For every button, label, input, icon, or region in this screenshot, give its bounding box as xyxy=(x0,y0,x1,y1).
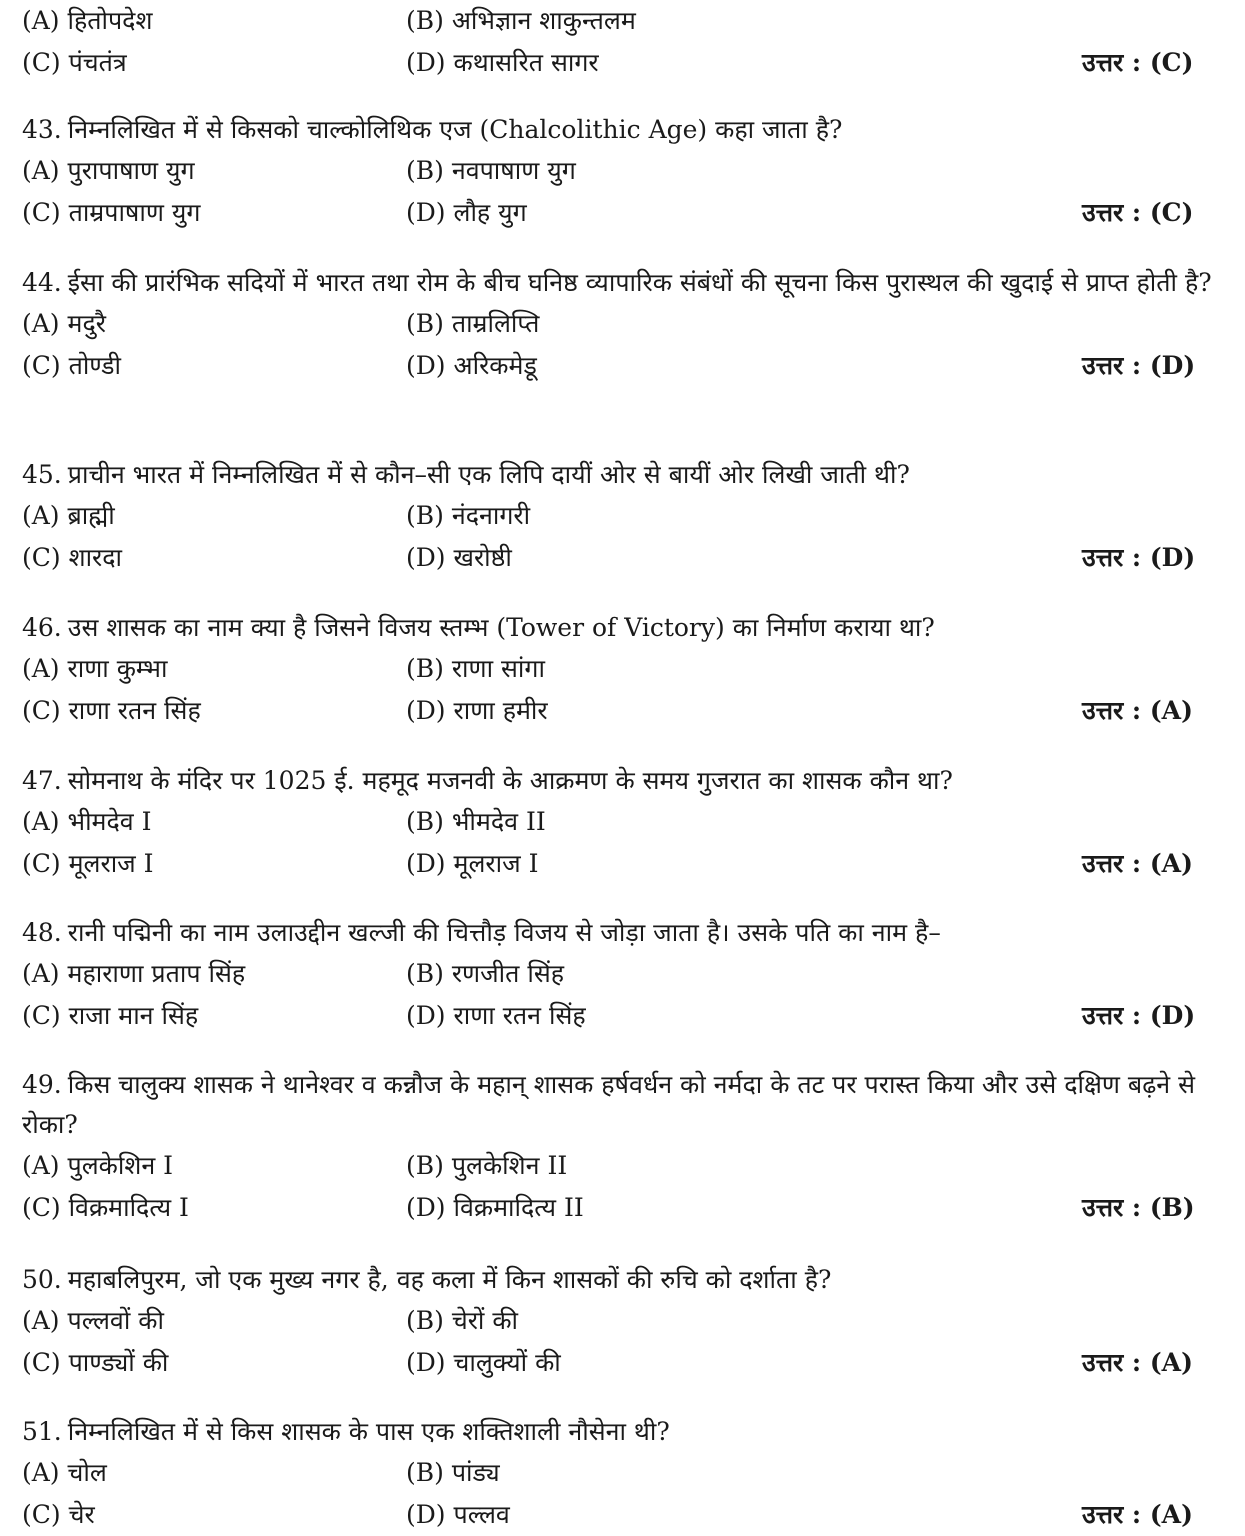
answer-label: उत्तर : xyxy=(1082,1348,1150,1377)
question-number: 49. xyxy=(22,1070,62,1099)
question-body: सोमनाथ के मंदिर पर 1025 ई. महमूद मजनवी के आक्रमण के समय गुजरात का शासक कौन था? xyxy=(67,766,953,795)
option-d: (D) पल्लव xyxy=(406,1500,510,1529)
option-a: (A) भीमदेव I xyxy=(22,807,152,836)
answer-value: (A) xyxy=(1149,1348,1193,1377)
option-a: (A) पुलकेशिन I xyxy=(22,1151,174,1180)
question-body: उस शासक का नाम क्या है जिसने विजय स्तम्भ (Tower of Victory) का निर्माण कराया था? xyxy=(67,613,935,642)
question-body: महाबलिपुरम, जो एक मुख्य नगर है, वह कला में किन शासकों की रुचि को दर्शाता है? xyxy=(67,1265,832,1294)
question-number: 43. xyxy=(22,115,62,144)
question-number: 44. xyxy=(22,268,62,297)
answer-value: (B) xyxy=(1149,1193,1195,1222)
option-a: (A) पल्लवों की xyxy=(22,1306,164,1335)
answer-label: उत्तर : xyxy=(1082,696,1150,725)
option-c: (C) मूलराज I xyxy=(22,849,154,878)
question-number: 50. xyxy=(22,1265,62,1294)
option-b: (B) नंदनागरी xyxy=(406,501,531,530)
answer-label: उत्तर : xyxy=(1082,1193,1150,1222)
answer-label: उत्तर : xyxy=(1082,198,1150,227)
answer xyxy=(1082,1342,1193,1384)
option-a: (A) मदुरै xyxy=(22,309,106,338)
option-b: (B) ताम्रलिप्ति xyxy=(406,309,540,338)
option-row xyxy=(22,303,1237,345)
answer xyxy=(1082,192,1193,234)
option-d: (D) राणा रतन सिंह xyxy=(406,1001,586,1030)
option-row xyxy=(22,42,1237,84)
question-text xyxy=(22,761,1237,801)
option-d: (D) कथासरित सागर xyxy=(406,48,599,77)
answer-value: (D) xyxy=(1149,351,1196,380)
question-text xyxy=(22,913,1237,953)
question-number: 47. xyxy=(22,766,62,795)
option-row xyxy=(22,537,1237,579)
option-row xyxy=(22,648,1237,690)
option-a: (A) हितोपदेश xyxy=(22,6,153,35)
option-d: (D) लौह युग xyxy=(406,198,527,227)
option-row xyxy=(22,995,1237,1037)
option-c: (C) विक्रमादित्य I xyxy=(22,1193,189,1222)
option-row xyxy=(22,192,1237,234)
option-row xyxy=(22,345,1237,387)
option-row xyxy=(22,1187,1237,1229)
answer xyxy=(1082,42,1193,84)
question-number: 51. xyxy=(22,1417,62,1446)
answer-value: (A) xyxy=(1149,696,1193,725)
question-49 xyxy=(22,1065,1237,1229)
answer-value: (D) xyxy=(1149,543,1196,572)
option-b: (B) रणजीत सिंह xyxy=(406,959,564,988)
option-c: (C) राणा रतन सिंह xyxy=(22,696,201,725)
question-body: प्राचीन भारत में निम्नलिखित में से कौन–सी एक लिपि दायीं ओर से बायीं ओर लिखी जाती थी? xyxy=(67,460,910,489)
option-b: (B) अभिज्ञान शाकुन्तलम xyxy=(406,6,636,35)
question-text xyxy=(22,608,1237,648)
option-b: (B) चेरों की xyxy=(406,1306,519,1335)
option-d: (D) अरिकमेडू xyxy=(406,351,537,380)
answer xyxy=(1082,345,1195,387)
option-a: (A) चोल xyxy=(22,1458,107,1487)
option-c: (C) पंचतंत्र xyxy=(22,48,127,77)
option-d: (D) मूलराज I xyxy=(406,849,539,878)
answer-value: (A) xyxy=(1149,1500,1193,1529)
answer xyxy=(1082,690,1193,732)
answer-label: उत्तर : xyxy=(1082,1001,1150,1030)
option-row xyxy=(22,1452,1237,1494)
question-number: 46. xyxy=(22,613,62,642)
option-c: (C) शारदा xyxy=(22,543,123,572)
option-b: (B) राणा सांगा xyxy=(406,654,545,683)
answer-label: उत्तर : xyxy=(1082,543,1150,572)
answer xyxy=(1082,1494,1193,1536)
question-46 xyxy=(22,608,1237,732)
question-body: निम्नलिखित में से किस शासक के पास एक शक्तिशाली नौसेना थी? xyxy=(67,1417,670,1446)
option-row xyxy=(22,801,1237,843)
question-text xyxy=(22,110,1237,150)
option-b: (B) पांड्य xyxy=(406,1458,500,1487)
option-c: (C) चेर xyxy=(22,1500,95,1529)
question-body: निम्नलिखित में से किसको चाल्कोलिथिक एज (Chalcolithic Age) कहा जाता है? xyxy=(67,115,843,144)
answer xyxy=(1082,537,1195,579)
answer-label: उत्तर : xyxy=(1082,849,1150,878)
question-44 xyxy=(22,263,1237,387)
option-d: (D) चालुक्यों की xyxy=(406,1348,561,1377)
question-47 xyxy=(22,761,1237,885)
question-number: 45. xyxy=(22,460,62,489)
option-row xyxy=(22,843,1237,885)
question-48 xyxy=(22,913,1237,1037)
option-a: (A) पुरापाषाण युग xyxy=(22,156,195,185)
option-b: (B) भीमदेव II xyxy=(406,807,546,836)
answer-value: (D) xyxy=(1149,1001,1196,1030)
option-c: (C) पाण्ड्यों की xyxy=(22,1348,169,1377)
question-42-continuation xyxy=(22,0,1237,84)
option-a: (A) राणा कुम्भा xyxy=(22,654,168,683)
question-number: 48. xyxy=(22,918,62,947)
question-body: ईसा की प्रारंभिक सदियों में भारत तथा रोम के बीच घनिष्ठ व्यापारिक संबंधों की सूचना किस पुरास्थल की खुदाई से प्राप्त होती है? xyxy=(67,268,1212,297)
answer-value: (A) xyxy=(1149,849,1193,878)
option-row xyxy=(22,1300,1237,1342)
option-row xyxy=(22,0,1237,42)
question-body: रानी पद्मिनी का नाम उलाउद्दीन खल्जी की चित्तौड़ विजय से जोड़ा जाता है। उसके पति का नाम है– xyxy=(67,918,941,947)
question-text xyxy=(22,1412,1237,1452)
answer-label: उत्तर : xyxy=(1082,1500,1150,1529)
option-d: (D) खरोष्ठी xyxy=(406,543,512,572)
answer-label: उत्तर : xyxy=(1082,351,1150,380)
answer-label: उत्तर : xyxy=(1082,48,1150,77)
option-b: (B) पुलकेशिन II xyxy=(406,1151,568,1180)
option-c: (C) ताम्रपाषाण युग xyxy=(22,198,201,227)
question-43 xyxy=(22,110,1237,234)
answer-value: (C) xyxy=(1149,48,1194,77)
option-a: (A) महाराणा प्रताप सिंह xyxy=(22,959,246,988)
option-row xyxy=(22,953,1237,995)
question-text xyxy=(22,1065,1237,1145)
question-45 xyxy=(22,455,1237,579)
option-c: (C) तोण्डी xyxy=(22,351,122,380)
question-51 xyxy=(22,1412,1237,1536)
option-b: (B) नवपाषाण युग xyxy=(406,156,576,185)
option-row xyxy=(22,1494,1237,1536)
question-text xyxy=(22,263,1237,303)
answer xyxy=(1082,1187,1195,1229)
question-text xyxy=(22,455,1237,495)
answer xyxy=(1082,843,1193,885)
question-50 xyxy=(22,1260,1237,1384)
option-a: (A) ब्राह्मी xyxy=(22,501,115,530)
option-row xyxy=(22,150,1237,192)
option-row xyxy=(22,690,1237,732)
option-d: (D) विक्रमादित्य II xyxy=(406,1193,584,1222)
option-row xyxy=(22,495,1237,537)
question-text xyxy=(22,1260,1237,1300)
answer xyxy=(1082,995,1195,1037)
answer-value: (C) xyxy=(1149,198,1194,227)
option-row xyxy=(22,1342,1237,1384)
option-row xyxy=(22,1145,1237,1187)
option-d: (D) राणा हमीर xyxy=(406,696,548,725)
question-body: किस चालुक्य शासक ने थानेश्वर व कन्नौज के महान् शासक हर्षवर्धन को नर्मदा के तट पर परास्त किया और उसे दक्षिण बढ़ने से रोका? xyxy=(22,1070,1195,1139)
option-c: (C) राजा मान सिंह xyxy=(22,1001,199,1030)
